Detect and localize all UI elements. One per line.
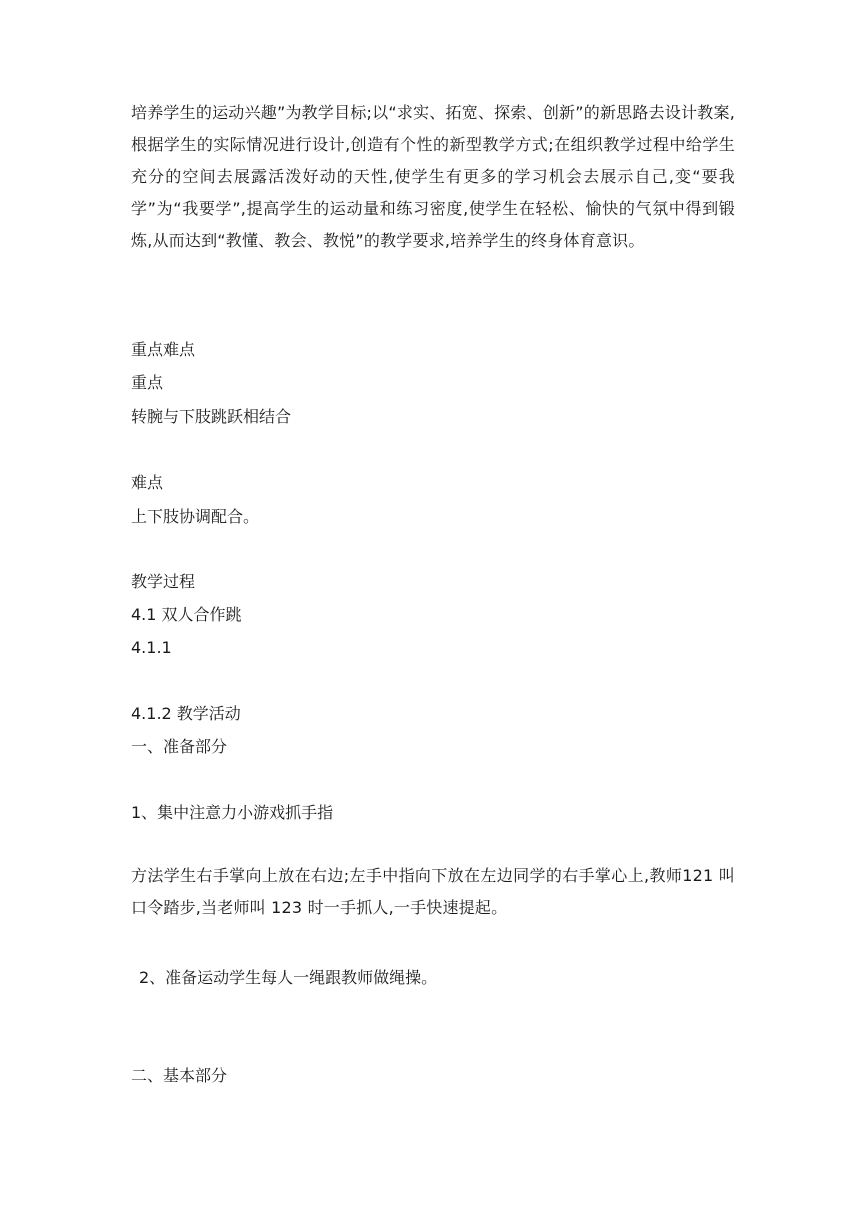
key-points-heading: 重点难点: [131, 340, 196, 359]
part-two-heading: 二、基本部分: [131, 1066, 228, 1085]
section-4-1-2: 4.1.2 教学活动: [131, 704, 241, 723]
method-paragraph: 方法学生右手掌向上放在右边;左手中指向下放在左边同学的右手掌心上,教师121 叫口令踏步,当老师叫 123 时一手抓人,一手快速提起。: [131, 866, 735, 917]
process-heading: 教学过程: [131, 572, 196, 591]
section-4-1: 4.1 双人合作跳: [131, 605, 242, 624]
focus-label: 重点: [131, 373, 164, 392]
item-1: 1、集中注意力小游戏抓手指: [131, 803, 334, 822]
part-one-heading: 一、准备部分: [131, 737, 228, 756]
difficulty-label: 难点: [131, 473, 164, 492]
difficulty-text: 上下肢协调配合。: [131, 507, 260, 526]
focus-text: 转腕与下肢跳跃相结合: [131, 407, 292, 426]
section-4-1-1: 4.1.1: [131, 638, 172, 657]
item-2: 2、准备运动学生每人一绳跟教师做绳操。: [139, 968, 438, 987]
intro-paragraph: 培养学生的运动兴趣”为教学目标;以“求实、拓宽、探索、创新”的新思路去设计教案,根据学生的实际情况进行设计,创造有个性的新型教学方式;在组织教学过程中给学生充分的空间去展露活泼好动的天性,使学生有更多的学习机会去展示自己,变“要我学”为“我要学”,提高学生的运动量和练习密度,使学生在轻松、愉快的气氛中得到锻炼,从而达到“教懂、教会、教悦”的教学要求,培养学生的终身体育意识。: [131, 103, 735, 250]
